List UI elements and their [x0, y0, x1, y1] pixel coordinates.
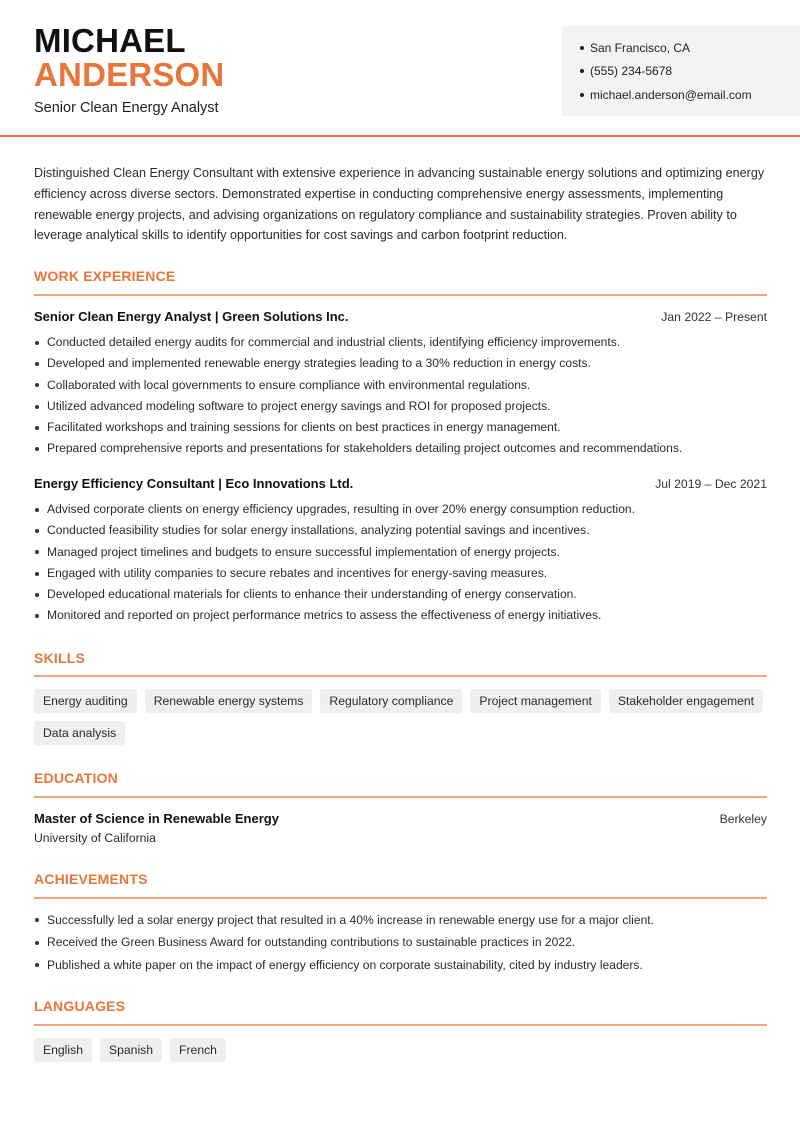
language-tag: Spanish: [100, 1038, 162, 1062]
bullet-icon: [35, 405, 39, 409]
bullet-icon: [580, 46, 584, 50]
last-name: ANDERSON: [34, 56, 225, 93]
list-item: [34, 353, 767, 374]
job-bullets: [34, 499, 767, 627]
list-item: [34, 520, 767, 541]
bullet-icon: [35, 550, 39, 554]
bullet-icon: [35, 362, 39, 366]
list-item-text: Received the Green Business Award for outstanding contributions to sustainable practices in 2022.: [47, 935, 576, 950]
achievement-bullets: [34, 909, 767, 977]
bullet-icon: [35, 963, 39, 967]
section-divider: [34, 675, 767, 677]
contact-email: [580, 83, 800, 107]
list-item-text: Utilized advanced modeling software to project energy savings and ROI for proposed projects.: [47, 398, 551, 413]
section-title-education: EDUCATION: [34, 770, 118, 786]
section-divider: [34, 796, 767, 798]
contact-location: [580, 36, 800, 60]
bullet-icon: [35, 572, 39, 576]
bullet-icon: [580, 69, 584, 73]
bullet-icon: [35, 918, 39, 922]
contact-phone: [580, 60, 800, 84]
list-item: [34, 438, 767, 459]
job-dates: Jul 2019 – Dec 2021: [655, 477, 767, 491]
profile-summary: Distinguished Clean Energy Consultant with extensive experience in advancing sustainable energy solutions and optimizing energy efficiency across diverse sectors. Demonstrated expertise in conducting comprehensive energy assessments, implementing renewable energy projects, and advising organizations on regulatory compliance and sustainability strategies. Proven ability to leverage analytical skills to identify opportunities for cost savings and carbon footprint reduction.: [34, 166, 765, 243]
list-item-text: Developed and implemented renewable energy strategies leading to a 30% reduction in energy costs.: [47, 356, 591, 371]
bullet-icon: [35, 341, 39, 345]
language-tag: French: [170, 1038, 226, 1062]
job-role: Energy Efficiency Consultant | Eco Innovations Ltd.: [34, 476, 354, 491]
list-item: [34, 584, 767, 605]
list-item-text: Conducted detailed energy audits for commercial and industrial clients, identifying efficiency improvements.: [47, 335, 621, 349]
skill-tag: Project management: [470, 689, 600, 713]
list-item: [34, 332, 767, 353]
contact-phone-text: (555) 234-5678: [590, 64, 673, 79]
list-item: [34, 605, 767, 626]
skill-tag: Data analysis: [34, 721, 125, 745]
language-tags: [34, 1038, 774, 1062]
education-header: [34, 811, 767, 826]
bullet-icon: [35, 941, 39, 945]
section-title-work-experience: WORK EXPERIENCE: [34, 268, 176, 284]
education-location: Berkeley: [719, 812, 767, 826]
bullet-icon: [35, 508, 39, 512]
skill-tag: Stakeholder engagement: [609, 689, 763, 713]
list-item-text: Prepared comprehensive reports and presentations for stakeholders detailing project outcomes and recommendations.: [47, 441, 683, 456]
list-item-text: Facilitated workshops and training sessions for clients on best practices in energy management.: [47, 420, 561, 435]
list-item: [34, 954, 767, 977]
list-item-text: Managed project timelines and budgets to ensure successful implementation of energy projects.: [47, 544, 560, 559]
job-bullets: [34, 332, 767, 460]
section-title-achievements: ACHIEVEMENTS: [34, 871, 148, 887]
skill-tag: Energy auditing: [34, 689, 137, 713]
bullet-icon: [580, 93, 584, 97]
section-divider: [34, 294, 767, 296]
job-header: [34, 309, 767, 324]
list-item-text: Conducted feasibility studies for solar energy installations, analyzing potential savings and incentives.: [47, 523, 590, 538]
education-degree: Master of Science in Renewable Energy: [34, 811, 279, 826]
section-title-skills: SKILLS: [34, 650, 85, 666]
list-item: [34, 375, 767, 396]
list-item: [34, 932, 767, 955]
list-item-text: Collaborated with local governments to ensure compliance with environmental regulations.: [47, 377, 531, 392]
list-item-text: Monitored and reported on project performance metrics to assess the effectiveness of energy initiatives.: [47, 608, 602, 623]
list-item-text: Published a white paper on the impact of energy efficiency on corporate sustainability, cited by industry leaders.: [47, 957, 643, 972]
contact-location-text: San Francisco, CA: [590, 40, 691, 55]
skill-tag: Renewable energy systems: [145, 689, 313, 713]
first-name: MICHAEL: [34, 22, 186, 59]
bullet-icon: [35, 593, 39, 597]
list-item-text: Developed educational materials for clients to enhance their understanding of energy conservation.: [47, 587, 577, 602]
list-item: [34, 499, 767, 520]
resume-header: [0, 0, 800, 137]
list-item: [34, 396, 767, 417]
list-item: [34, 563, 767, 584]
list-item-text: Advised corporate clients on energy efficiency upgrades, resulting in over 20% energy consumption reduction.: [47, 502, 636, 516]
job-dates: Jan 2022 – Present: [661, 310, 767, 324]
bullet-icon: [35, 529, 39, 533]
job-header: [34, 476, 767, 491]
section-title-languages: LANGUAGES: [34, 998, 126, 1014]
skill-tag: Regulatory compliance: [320, 689, 462, 713]
bullet-icon: [35, 614, 39, 618]
contact-email-text: michael.anderson@email.com: [590, 87, 752, 102]
bullet-icon: [35, 383, 39, 387]
section-divider: [34, 1024, 767, 1026]
section-divider: [34, 897, 767, 899]
job-role: Senior Clean Energy Analyst | Green Solutions Inc.: [34, 309, 349, 324]
bullet-icon: [35, 426, 39, 430]
list-item-text: Engaged with utility companies to secure rebates and incentives for energy-saving measures.: [47, 565, 548, 580]
list-item-text: Successfully led a solar energy project that resulted in a 40% increase in renewable energy use for a major client.: [47, 912, 655, 927]
list-item: [34, 417, 767, 438]
list-item: [34, 909, 767, 932]
contact-box: [562, 26, 800, 116]
bullet-icon: [35, 447, 39, 451]
list-item: [34, 542, 767, 563]
education-school: University of California: [34, 831, 156, 845]
job-title: Senior Clean Energy Analyst: [34, 100, 219, 116]
language-tag: English: [34, 1038, 92, 1062]
skills-tags: [34, 689, 774, 745]
